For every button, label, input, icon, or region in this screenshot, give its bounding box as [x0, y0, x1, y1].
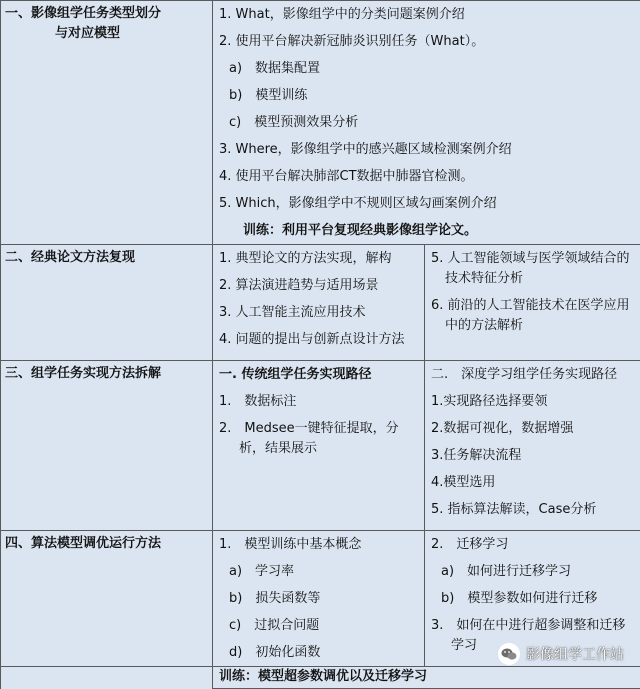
section-heading: 1. 模型训练中基本概念 — [213, 531, 424, 558]
list-item: 2. 算法演进趋势与适用场景 — [213, 272, 424, 299]
row-4-training: 训练：模型超参数调优以及迁移学习 — [213, 667, 640, 687]
list-item: 4.模型选用 — [425, 469, 640, 496]
list-item: 4. 使用平台解决肺部CT数据中肺器官检测。 — [213, 163, 640, 190]
list-item: 5. 人工智能领域与医学领域结合的技术特征分析 — [425, 245, 640, 292]
list-item: a) 数据集配置 — [213, 55, 640, 82]
section-heading: 2. 迁移学习 — [425, 531, 640, 558]
list-item: 1. What，影像组学中的分类问题案例介绍 — [213, 1, 640, 28]
list-item: 5. Which，影像组学中不规则区域勾画案例介绍 — [213, 190, 640, 217]
list-item: 3. 如何在中进行超参调整和迁移学习 — [425, 612, 640, 659]
section-heading: 一. 传统组学任务实现路径 — [213, 361, 424, 388]
watermark — [498, 640, 624, 668]
list-item: b) 模型训练 — [213, 82, 640, 109]
list-item: 5. 指标算法解读，Case分析 — [425, 496, 640, 523]
wechat-icon — [498, 643, 520, 665]
row-3 — [1, 361, 640, 531]
list-item: b) 损失函数等 — [213, 585, 424, 612]
list-item: 1. 典型论文的方法实现，解构 — [213, 245, 424, 272]
row-4-title-cell-continued — [1, 667, 213, 689]
list-item: c) 模型预测效果分析 — [213, 109, 640, 136]
row-4-title-cell — [1, 531, 213, 667]
row-2-left-cell — [213, 245, 425, 361]
list-item: 1.实现路径选择要领 — [425, 388, 640, 415]
list-item: c) 过拟合问题 — [213, 612, 424, 639]
watermark-text: 影像组学工作站 — [526, 644, 624, 664]
list-item: d) 初始化函数 — [213, 639, 424, 666]
list-item: 6. 前沿的人工智能技术在医学应用中的方法解析 — [425, 292, 640, 339]
row-2-title: 二、经典论文方法复现 — [1, 245, 212, 271]
list-item: 2.数据可视化，数据增强 — [425, 415, 640, 442]
row-2-title-cell — [1, 245, 213, 361]
row-1-title-line2: 与对应模型 — [5, 24, 208, 44]
row-3-title: 三、组学任务实现方法拆解 — [1, 361, 212, 387]
list-item: a) 如何进行迁移学习 — [425, 558, 640, 585]
row-2 — [1, 245, 640, 361]
section-heading: 二. 深度学习组学任务实现路径 — [425, 361, 640, 388]
row-1-content-cell — [213, 1, 640, 245]
row-1-title-line1: 一、影像组学任务类型划分 — [5, 6, 161, 21]
row-3-title-cell — [1, 361, 213, 531]
row-4-left-cell — [213, 531, 425, 667]
row-3-right-cell — [425, 361, 640, 531]
list-item: b) 模型参数如何进行迁移 — [425, 585, 640, 612]
list-item: 4. 问题的提出与创新点设计方法 — [213, 326, 424, 353]
list-item: 2. Medsee一键特征提取，分析，结果展示 — [213, 415, 424, 462]
list-item: a) 学习率 — [213, 558, 424, 585]
list-item: 3. 人工智能主流应用技术 — [213, 299, 424, 326]
row-4-training-cell — [213, 667, 640, 689]
row-3-left-cell — [213, 361, 425, 531]
list-item: 3. Where，影像组学中的感兴趣区域检测案例介绍 — [213, 136, 640, 163]
list-item: 1. 数据标注 — [213, 388, 424, 415]
row-2-right-cell — [425, 245, 640, 361]
row-1-title — [1, 1, 212, 47]
row-1-title-cell — [1, 1, 213, 245]
list-item: 2. 使用平台解决新冠肺炎识别任务（What）。 — [213, 28, 640, 55]
row-4-training-row — [1, 667, 640, 689]
row-1-training: 训练：利用平台复现经典影像组学论文。 — [213, 217, 640, 244]
row-4-title: 四、算法模型调优运行方法 — [1, 531, 212, 557]
row-1 — [1, 1, 640, 245]
list-item: 3.任务解决流程 — [425, 442, 640, 469]
